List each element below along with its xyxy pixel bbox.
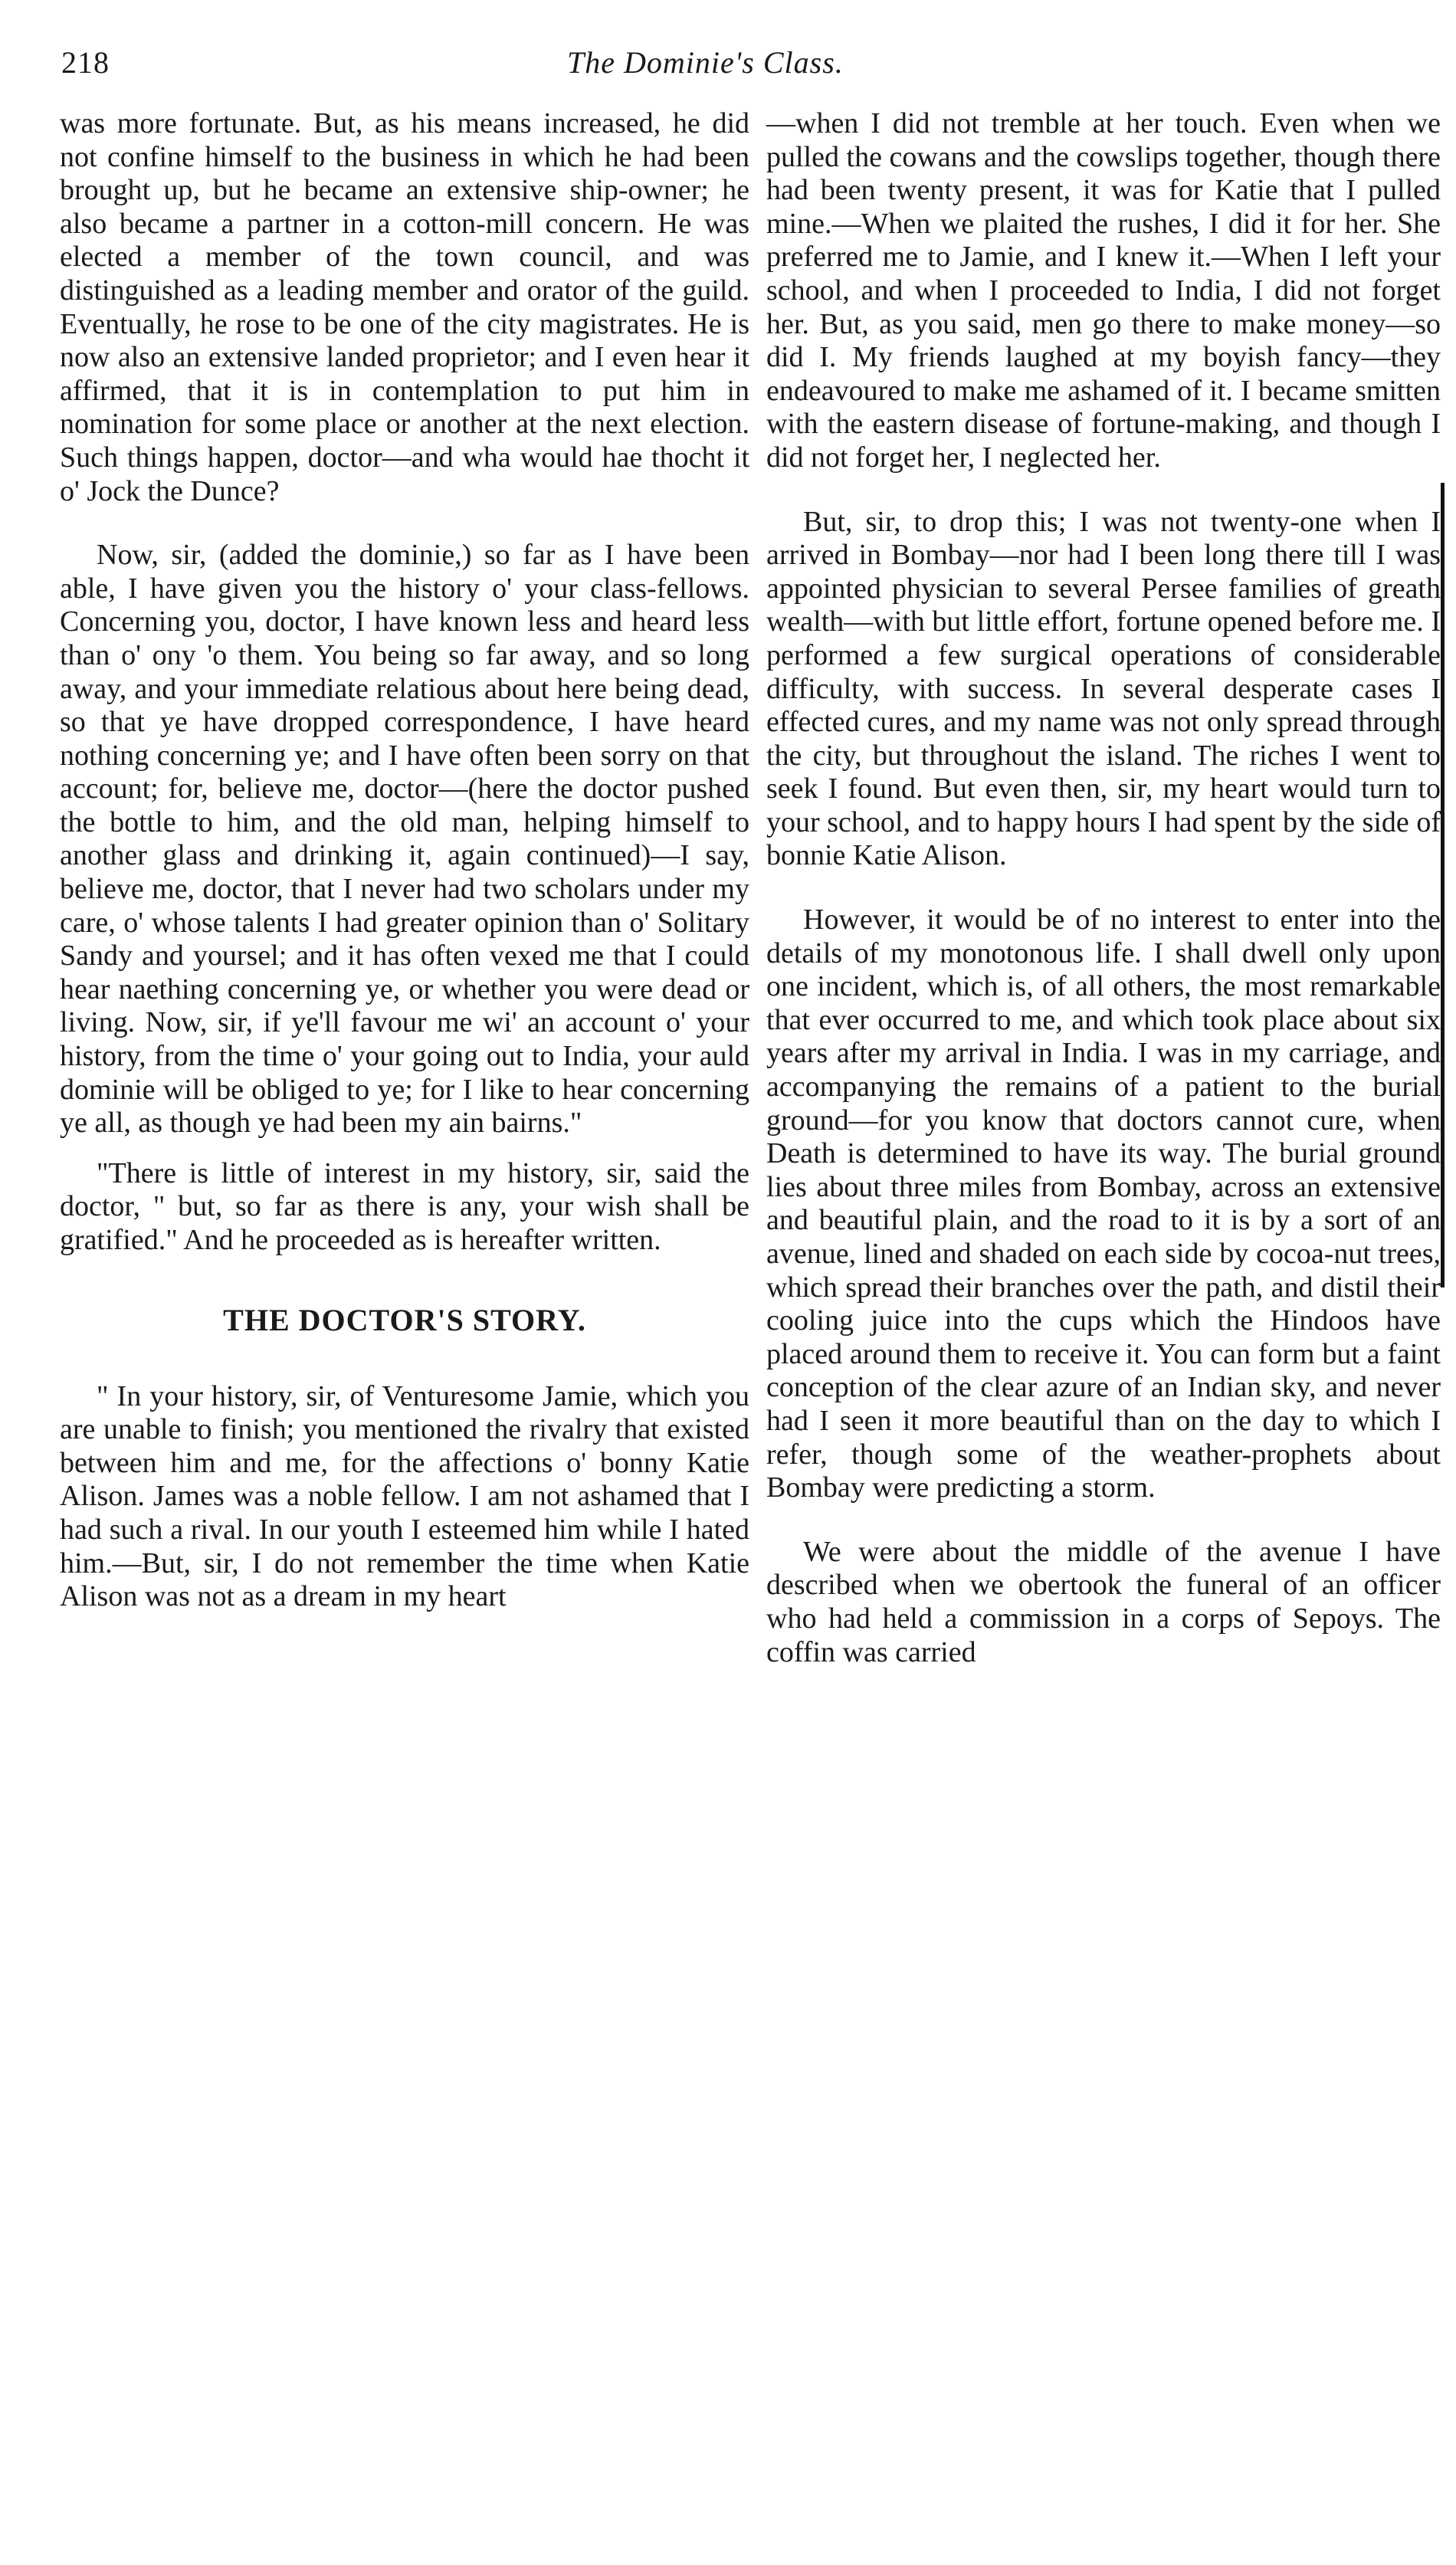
running-title: The Dominie's Class. <box>567 45 844 80</box>
margin-rule <box>1441 483 1445 1287</box>
paragraph: Now, sir, (added the dominie,) so far as I have been able, I have given you the history o' your class-fellows. Concerning you, doctor, I have known less and heard less than o' ony 'o them. You being so far away, and so long away, and your immediate relatious about here being dead, so that ye have dropped correspondence, I have heard nothing concerning ye; and I have often been sorry on that account; for, believe me, doctor—(here the doctor pushed the bottle to him, and the old man, helping himself to another glass and drinking it, again continued)—I say, believe me, doctor, that I never had two scholars under my care, o' whose talents I had greater opinion than o' Solitary Sandy and yoursel; and it has often vexed me that I could hear naething concerning ye, or whether you were dead or living. Now, sir, if ye'll favour me wi' an account o' your history, from the time o' your going out to India, your auld dominie will be obliged to ye; for I like to hear concerning ye all, as though ye had been my ain bairns." <box>60 539 749 1140</box>
page-number: 218 <box>61 45 110 80</box>
paragraph: " In your history, sir, of Venturesome Jamie, which you are unable to finish; you mentioned the rivalry that existed between him and me, for the affections o' bonny Katie Alison. James was a noble fellow. I am not ashamed that I had such a rival. In our youth I esteemed him while I hated him.—But, sir, I do not remember the time when Katie Alison was not as a dream in my heart <box>60 1379 749 1613</box>
paragraph: was more fortunate. But, as his means increased, he did not confine himself to the business in which he had been brought up, but he became an extensive ship-owner; he also became a partner in a cotton-mill concern. He was elected a member of the town council, and was distinguished as a leading member and orator of the guild. Eventually, he rose to be one of the city magistrates. He is now also an extensive landed proprietor; and I even hear it affirmed, that it is in contemplation to put him in nomination for some place or another at the next election. Such things happen, doctor—and wha would hae thocht it o' Jock the Dunce? <box>60 107 749 507</box>
paragraph: "There is little of interest in my history, sir, said the doctor, " but, so far as there is any, your wish shall be gratified." And he proceeded as is hereafter written. <box>60 1156 749 1256</box>
page-header <box>61 44 1441 98</box>
left-column <box>60 107 749 1614</box>
paragraph: —when I did not tremble at her touch. Even when we pulled the cowans and the cowslips together, though there had been twenty present, it was for Katie that I pulled mine.—When we plaited the rushes, I did it for her. She preferred me to Jamie, and I knew it.—When I left your school, and when I proceeded to India, I did not forget her. But, as you said, men go there to make money—so did I. My friends laughed at my boyish fancy—they endeavoured to make me ashamed of it. I became smitten with the eastern disease of fortune-making, and though I did not forget her, I neglected her. <box>766 107 1441 474</box>
paragraph: However, it would be of no interest to enter into the details of my monotonous life. I shall dwell only upon one incident, which is, of all others, the most remarkable that ever occurred to me, and which took place about six years after my arrival in India. I was in my carriage, and accompanying the remains of a patient to the burial ground—for you know that doctors cannot cure, when Death is determined to have its way. The burial ground lies about three miles from Bombay, across an extensive and beautiful plain, and the road to it is by a sort of an avenue, lined and shaded on each side by cocoa-nut trees, which spread their branches over the path, and distil their cooling juice into the cups which the Hindoos have placed around them to receive it. You can form but a faint conception of the clear azure of an Indian sky, and never had I seen it more beautiful than on the day to which I refer, though some of the weather-prophets about Bombay were predicting a storm. <box>766 904 1441 1504</box>
paragraph: We were about the middle of the avenue I have described when we obertook the funeral of an officer who had held a commission in a corps of Sepoys. The coffin was carried <box>766 1535 1441 1668</box>
section-heading: THE DOCTOR'S STORY. <box>223 1302 586 1337</box>
right-column <box>766 107 1441 1669</box>
paragraph: But, sir, to drop this; I was not twenty-one when I arrived in Bombay—nor had I been long there till I was appointed physician to several Persee families of greath wealth—with but little effort, fortune opened before me. I performed a few surgical operations of considerable difficulty, with success. In several desperate cases I effected cures, and my name was not only spread through the city, but throughout the island. The riches I went to seek I found. But even then, sir, my heart would turn to your school, and to happy hours I had spent by the side of bonnie Katie Alison. <box>766 505 1441 872</box>
